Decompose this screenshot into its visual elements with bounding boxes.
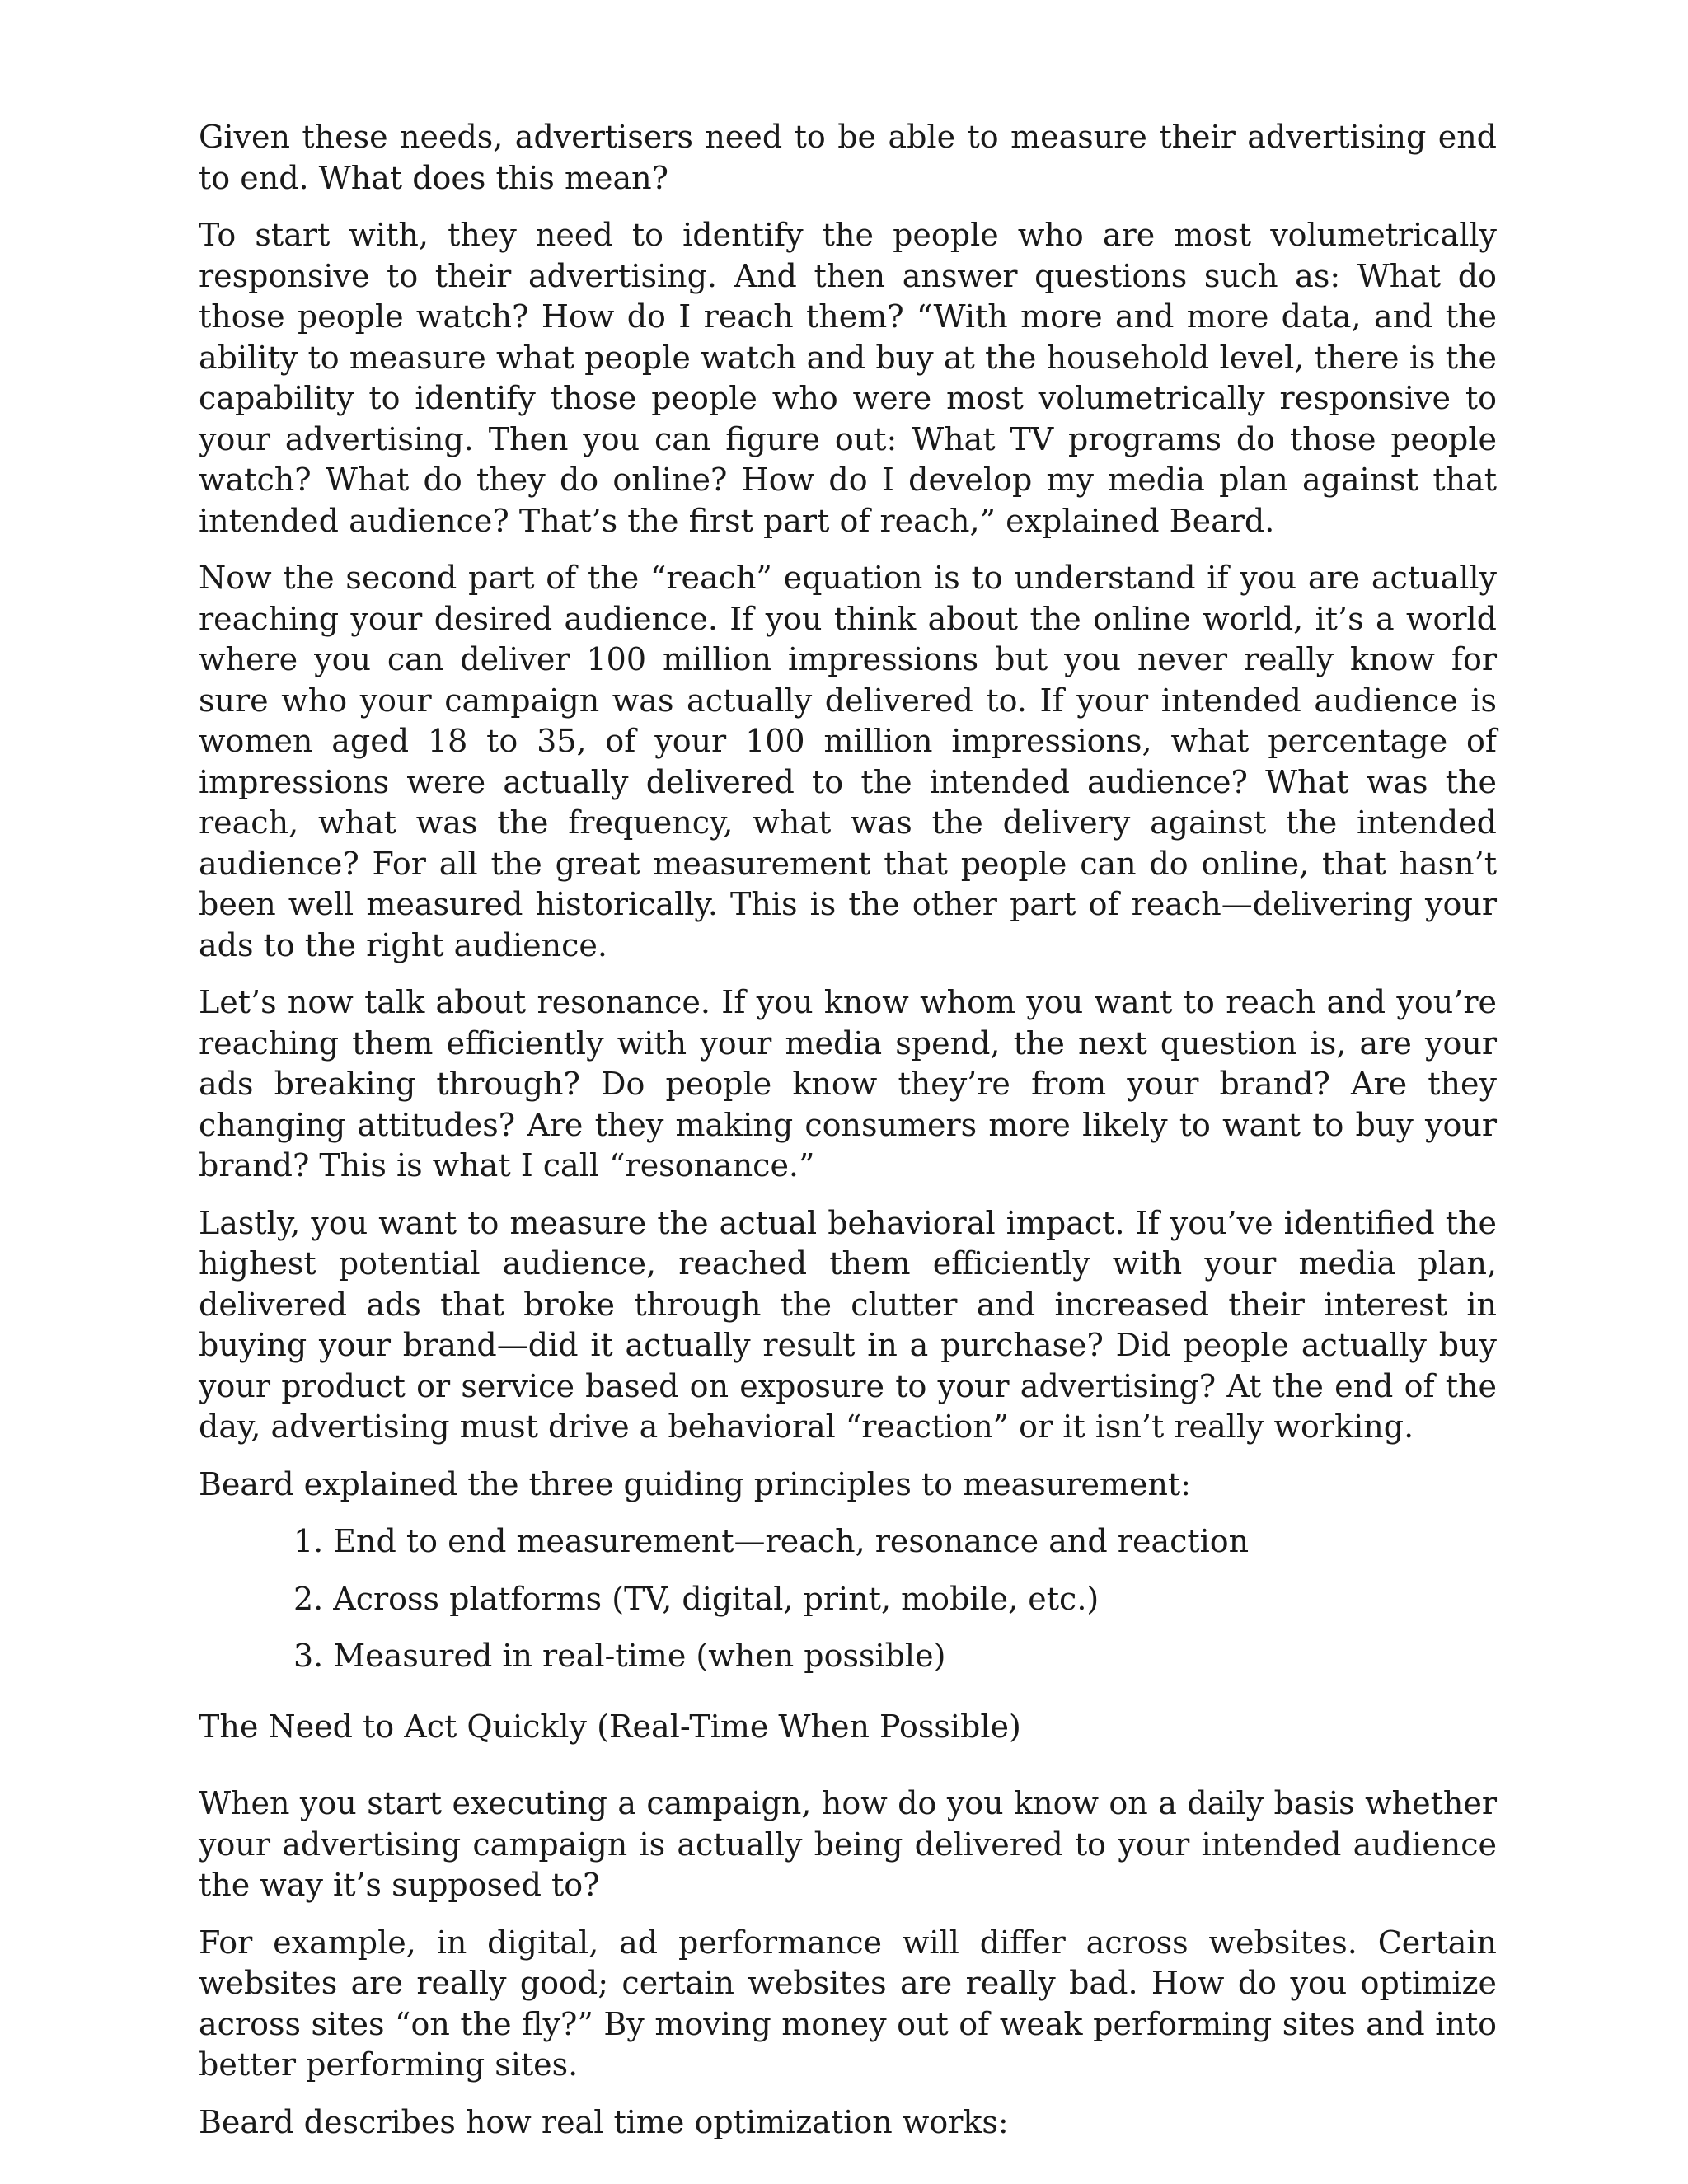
paragraph: Lastly, you want to measure the actual behavioral impact. If you’ve identified the highest potential audience, reached them efficiently with your media plan, delivered ads that broke through the clutter and increased their interest in buying your brand—did it actually result in a purchase? Did people actually buy your product or service based on exposure to your advertising? At the end of the day, advertising must drive a behavioral “reaction” or it isn’t really working. xyxy=(199,1204,1497,1445)
list-item xyxy=(293,1521,1497,1563)
paragraph: Now the second part of the “reach” equation is to understand if you are actually reaching your desired audience. If you think about the online world, it’s a world where you can deliver 100 million impressions but you never really know for sure who your campaign was actually delivered to. If your intended audience is women aged 18 to 35, of your 100 million impressions, what percentage of impressions were actually delivered to the intended audience? What was the reach, what was the frequency, what was the delivery against the intended audience? For all the great measurement that people can do online, that hasn’t been well measured historically. This is the other part of reach—delivering your ads to the right audience. xyxy=(199,560,1497,963)
list-item-text: End to end measurement—reach, resonance and reaction xyxy=(333,1523,1250,1559)
paragraph: When you start executing a campaign, how do you know on a daily basis whether your advertising campaign is actually being delivered to your intended audience the way it’s supposed to? xyxy=(199,1785,1497,1903)
principles-list xyxy=(199,1521,1497,1677)
paragraph: Let’s now talk about resonance. If you know whom you want to reach and you’re reaching them efficiently with your media spend, the next question is, are your ads breaking through? Do people know they’re from your brand? Are they changing attitudes? Are they making consumers more likely to want to buy your brand? This is what I call “resonance.” xyxy=(199,984,1497,1183)
paragraph: Beard explained the three guiding principles to measurement: xyxy=(199,1465,1191,1502)
list-item xyxy=(293,1579,1497,1620)
paragraph: For example, in digital, ad performance will differ across websites. Certain websites are really good; certain websites are really bad. How do you optimize across sites “on the fly?” By moving money out of weak performing sites and into better performing sites. xyxy=(199,1924,1497,2083)
list-item xyxy=(293,1636,1497,1677)
document-page xyxy=(199,117,1497,2159)
list-item-text: Measured in real-time (when possible) xyxy=(333,1638,946,1674)
paragraph: Given these needs, advertisers need to be able to measure their advertising end to end. What does this mean? xyxy=(199,119,1497,196)
list-item-number: 2. xyxy=(293,1580,324,1617)
list-item-text: Across platforms (TV, digital, print, mobile, etc.) xyxy=(333,1580,1100,1617)
section-heading: The Need to Act Quickly (Real-Time When Possible) xyxy=(199,1708,1021,1745)
paragraph: To start with, they need to identify the people who are most volumetrically responsive to their advertising. And then answer questions such as: What do those people watch? How do I reach them? “With more and more data, and the ability to measure what people watch and buy at the household level, there is the capability to identify those people who were most volumetrically responsive to your advertising. Then you can figure out: What TV programs do those people watch? What do they do online? How do I develop my media plan against that intended audience? That’s the first part of reach,” explained Beard. xyxy=(199,217,1497,539)
list-item-number: 1. xyxy=(293,1523,324,1559)
paragraph: Beard describes how real time optimization works: xyxy=(199,2103,1009,2140)
list-item-number: 3. xyxy=(293,1638,324,1674)
